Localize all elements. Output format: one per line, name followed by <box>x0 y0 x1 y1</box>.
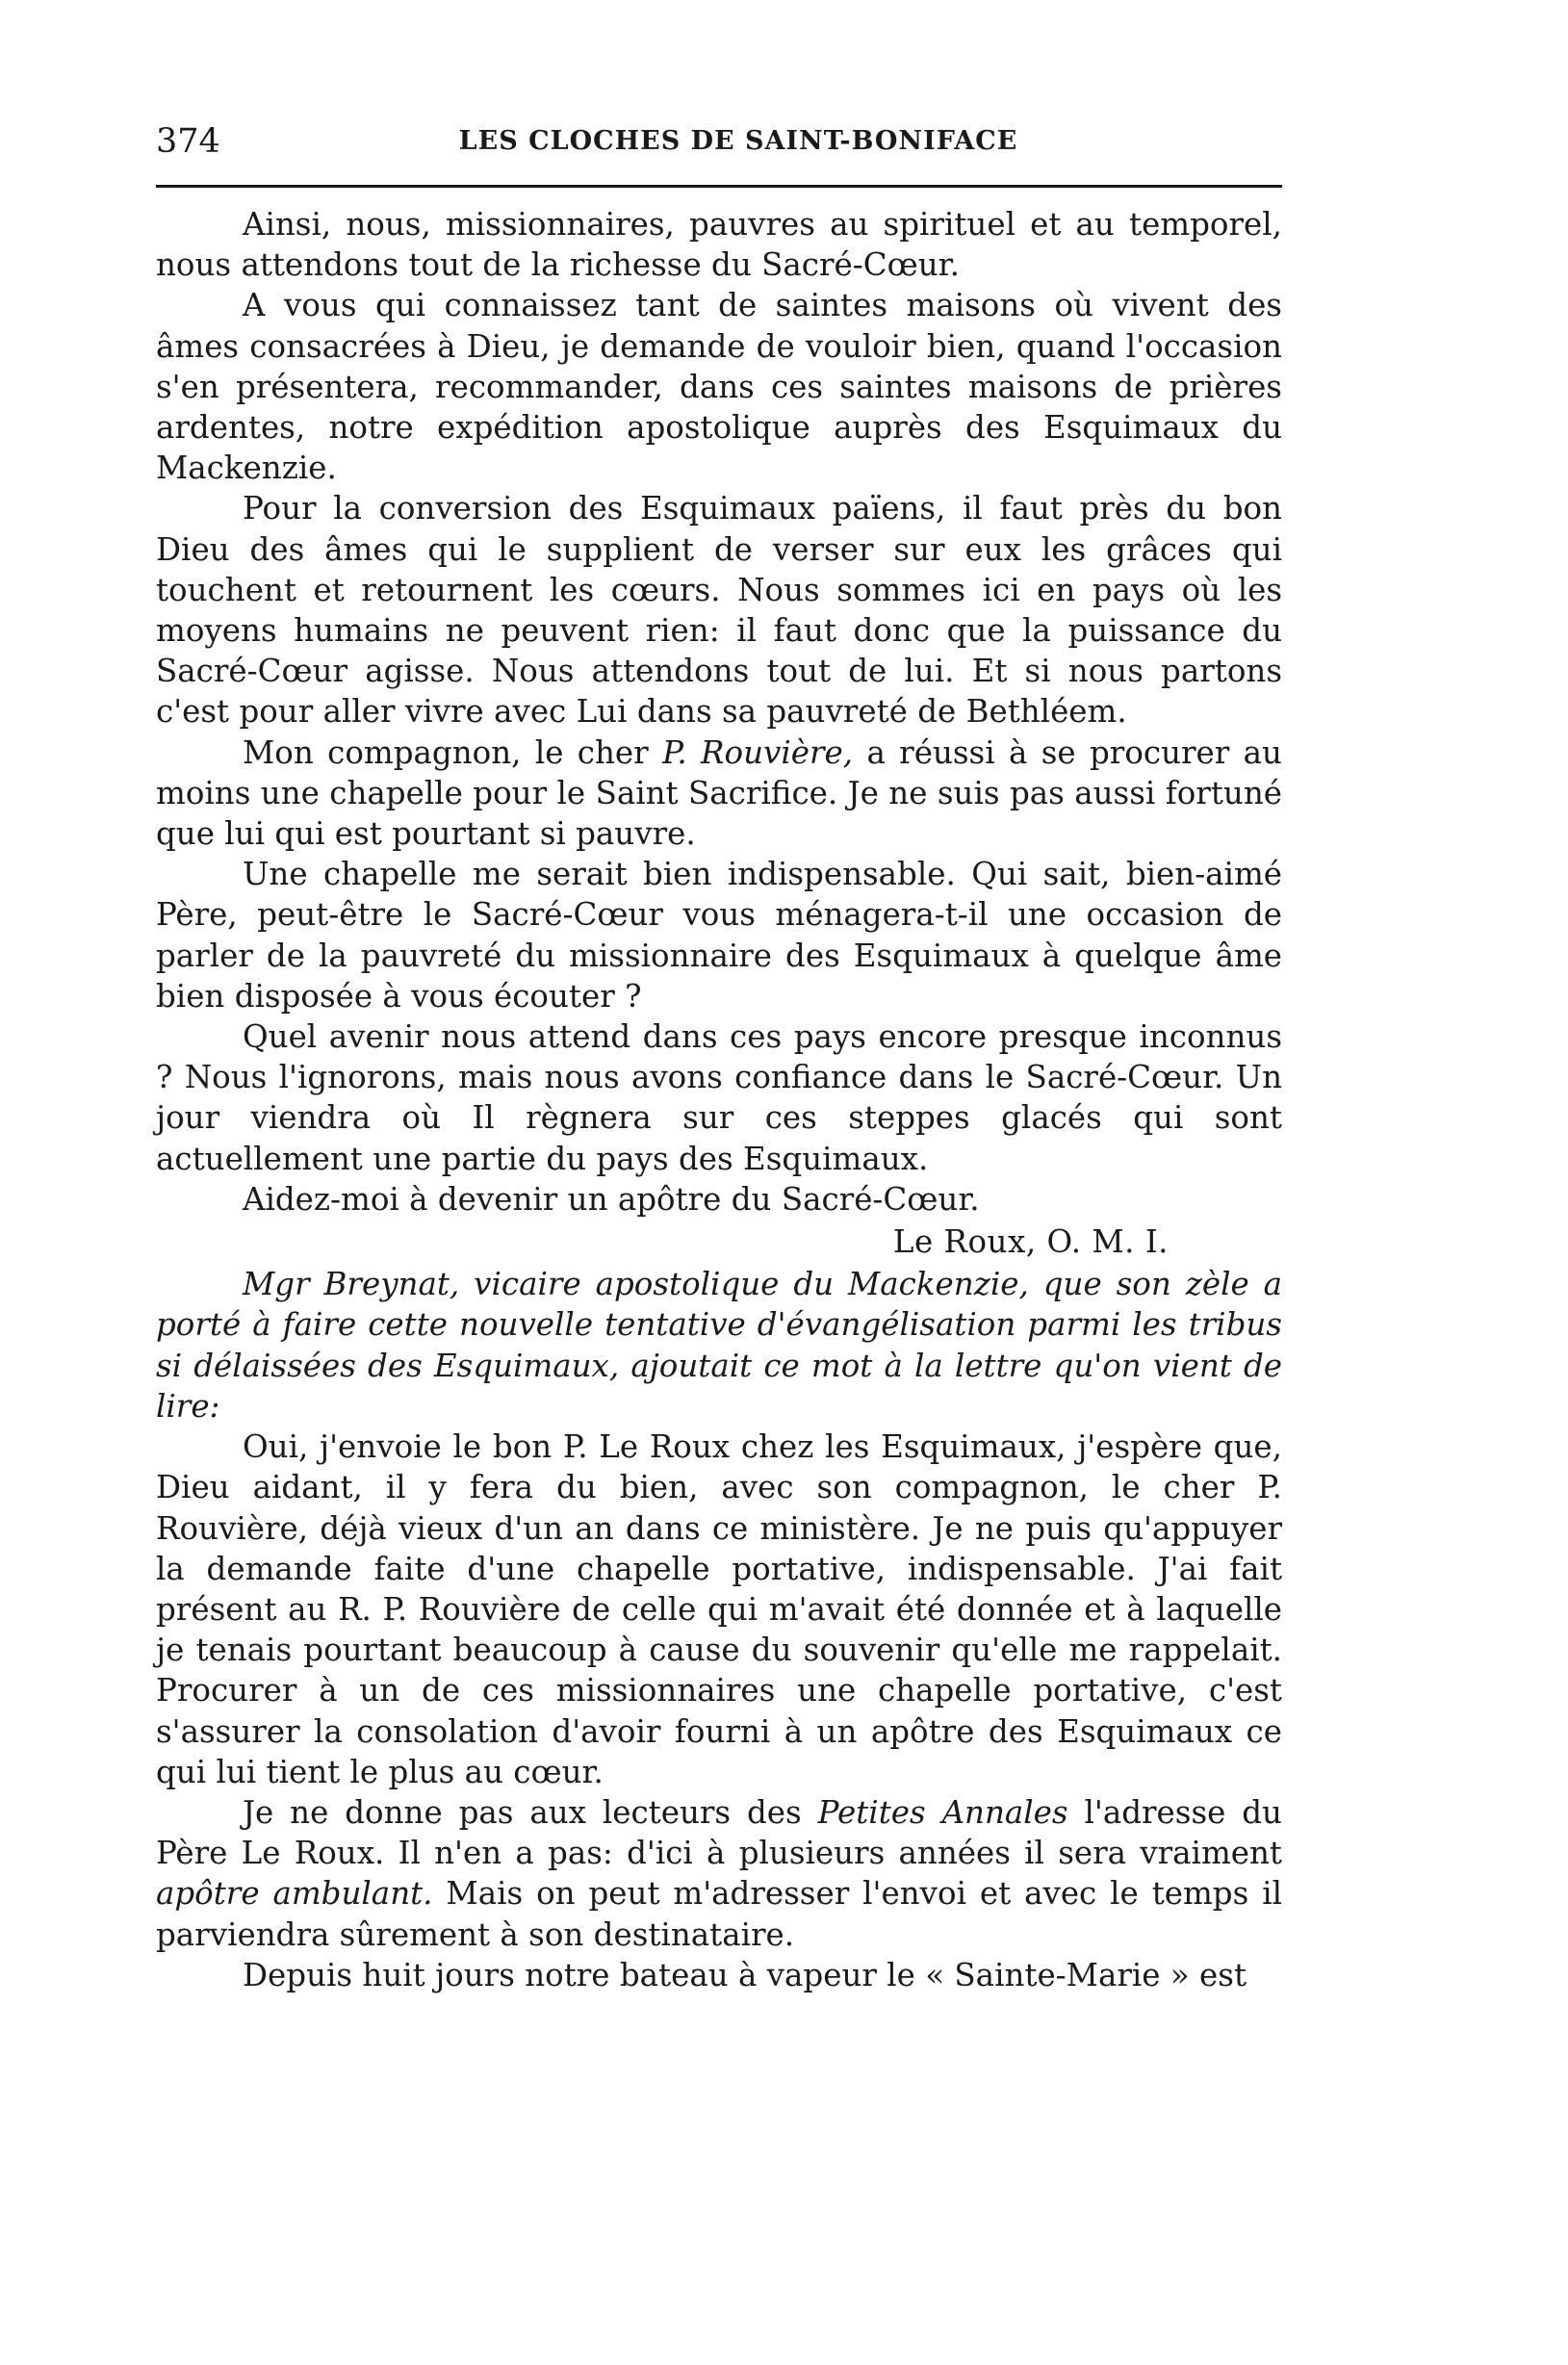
paragraph: Pour la conversion des Esquimaux païens, il faut près du bon Dieu des âmes qui le supplient de verser sur eux les grâces qui touchent et retournent les cœurs. Nous sommes ici en pays où les moyens humains ne peuvent rien: il faut donc que la puissance du Sacré-Cœur agisse. Nous attendons tout de lui. Et si nous partons c'est pour aller vivre avec Lui dans sa pauvreté de Bethléem. <box>156 490 1282 731</box>
paragraph: A vous qui connaissez tant de saintes maisons où vivent des âmes consacrées à Dieu, je demande de vouloir bien, quand l'occasion s'en présentera, recommander, dans ces saintes maisons de prières ardentes, notre expédition apostolique auprès des Esquimaux du Mackenzie. <box>156 287 1282 487</box>
header-rule <box>156 185 1282 188</box>
paragraph: Aidez-moi à devenir un apôtre du Sacré-Cœur. <box>243 1180 980 1218</box>
paragraph-text: l'adresse du Père Le Roux. Il n'en a pas: d'ici à plusieurs années il sera vraiment <box>156 1793 1282 1872</box>
paragraph-text: Mon compagnon, le cher <box>243 733 663 771</box>
paragraph: Une chapelle me serait bien indispensable. Qui sait, bien-aimé Père, peut-être le Sacré-Cœur vous ménagera-t-il une occasion de parler de la pauvreté du missionnaire des Esquimaux à quelque âme bien disposée à vous écouter ? <box>156 856 1282 1015</box>
page-number: 374 <box>156 122 220 161</box>
paragraph-text: Je ne donne pas aux lecteurs des <box>243 1793 818 1831</box>
signature: Le Roux, O. M. I. <box>892 1223 1169 1261</box>
paragraph: Ainsi, nous, missionnaires, pauvres au spirituel et au temporel, nous attendons tout de la richesse du Sacré-Cœur. <box>156 206 1282 284</box>
editor-note: Mgr Breynat, vicaire apostolique du Mackenzie, que son zèle a porté à faire cette nouvelle tentative d'évangélisation parmi les tribus si délaissées des Esquimaux, ajoutait ce mot à la lettre qu'on vient de lire: <box>156 1266 1282 1425</box>
italic-name: P. Rouvière, <box>662 733 854 771</box>
running-head: LES CLOCHES DE SAINT-BONIFACE <box>458 126 1018 156</box>
paragraph <box>156 733 1282 855</box>
paragraph: Oui, j'envoie le bon P. Le Roux chez les Esquimaux, j'espère que, Dieu aidant, il y fera du bien, avec son compagnon, le cher P. Rouvière, déjà vieux d'un an dans ce ministère. Je ne puis qu'appuyer la demande faite d'une chapelle portative, indispensable. J'ai fait présent au R. P. Rouvière de celle qui m'avait été donnée et à laquelle je tenais pourtant beaucoup à cause du souvenir qu'elle me rappelait. Procurer à un de ces missionnaires une chapelle portative, c'est s'assurer la consolation d'avoir fourni à un apôtre des Esquimaux ce qui lui tient le plus au cœur. <box>156 1428 1282 1790</box>
paragraph: Depuis huit jours notre bateau à vapeur le « Sainte-Marie » est <box>243 1956 1247 1993</box>
paragraph-text: a réussi à se procurer au moins une chapelle pour le Saint Sacrifice. Je ne suis pas aussi fortuné que lui qui est pourtant si pauvre. <box>156 733 1282 853</box>
italic-title: Petites Annales <box>817 1793 1068 1831</box>
paragraph <box>156 1792 1282 1955</box>
paragraph: Quel avenir nous attend dans ces pays encore presque inconnus ? Nous l'ignorons, mais nous avons confiance dans le Sacré-Cœur. Un jour viendra où Il règnera sur ces steppes glacés qui sont actuellement une partie du pays des Esquimaux. <box>156 1018 1282 1177</box>
paragraph-text: Mais on peut m'adresser l'envoi et avec le temps il parviendra sûrement à son destinataire. <box>156 1875 1282 1953</box>
body-text <box>156 204 1282 1995</box>
italic-phrase: apôtre ambulant. <box>156 1875 433 1913</box>
page-header <box>156 116 1282 167</box>
